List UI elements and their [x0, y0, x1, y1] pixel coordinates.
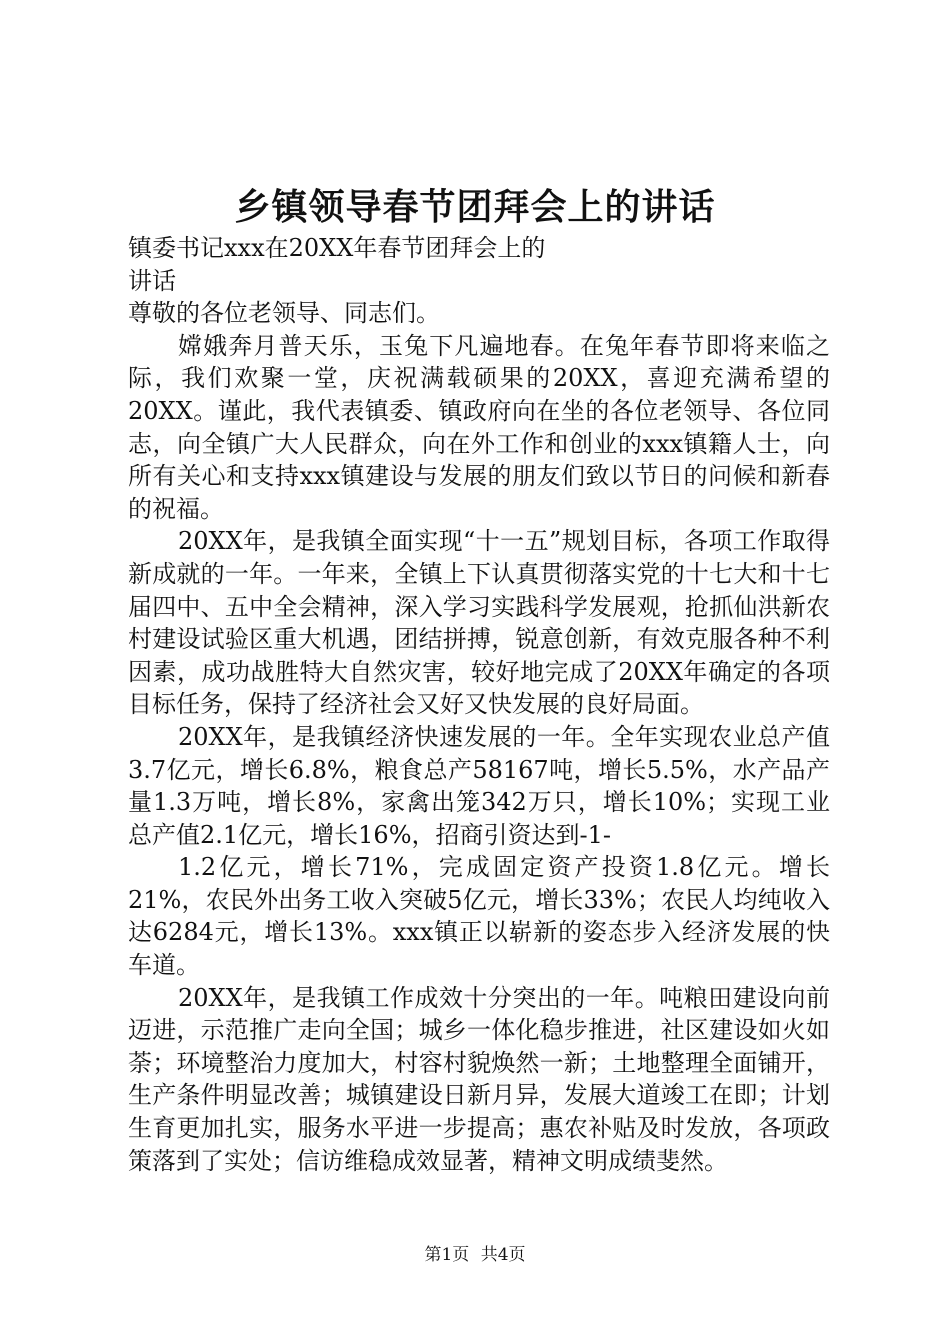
paragraph-achievements: 20XX年，是我镇全面实现“十一五”规划目标，各项工作取得新成就的一年。一年来，全镇上下认真贯彻落实党的十七大和十七届四中、五中全会精神，深入学习实践科学发展观，抢抓仙洪新农村建设试验区重大机遇，团结拼搏，锐意创新，有效克服各种不利因素，成功战胜特大自然灾害，较好地完成了20XX年确定的各项目标任务，保持了经济社会又好又快发展的良好局面。 — [128, 527, 830, 719]
paragraph-greeting: 嫦娥奔月普天乐，玉兔下凡遍地春。在兔年春节即将来临之际，我们欢聚一堂，庆祝满载硕果的20XX，喜迎充满希望的20XX。谨此，我代表镇委、镇政府向在坐的各位老领导、各位同志，向全镇广大人民群众，向在外工作和创业的xxx镇籍人士，向所有关心和支持xxx镇建设与发展的朋友们致以节日的问候和新春的祝福。 — [128, 331, 830, 523]
subtitle-line-1: 镇委书记xxx在20XX年春节团拜会上的 — [128, 234, 546, 262]
page-total: 共4页 — [480, 1245, 526, 1265]
document-title: 乡镇领导春节团拜会上的讲话 — [234, 186, 716, 228]
page-number: 第1页 — [424, 1245, 470, 1265]
paragraph-investment: 1.2亿元，增长71%，完成固定资产投资1.8亿元。增长21%，农民外出务工收入突破5亿元，增长33%；农民人均纯收入达6284元，增长13%。xxx镇正以崭新的姿态步入经济发展的快车道。 — [128, 853, 830, 980]
paragraph-work-results: 20XX年，是我镇工作成效十分突出的一年。吨粮田建设向前迈进，示范推广走向全国；城乡一体化稳步推进，社区建设如火如荼；环境整治力度加大，村容村貌焕然一新；土地整理全面铺开，生产条件明显改善；城镇建设日新月异，发展大道竣工在即；计划生育更加扎实，服务水平进一步提高；惠农补贴及时发放，各项政策落到了实处；信访维稳成效显著，精神文明成绩斐然。 — [128, 983, 830, 1175]
subtitle-line-2: 讲话 — [128, 266, 176, 295]
page-footer — [0, 1243, 950, 1267]
document-body — [128, 232, 830, 1177]
salutation: 尊敬的各位老领导、同志们。 — [128, 299, 440, 328]
paragraph-economy: 20XX年，是我镇经济快速发展的一年。全年实现农业总产值3.7亿元，增长6.8%，粮食总产58167吨，增长5.5%，水产品产量1.3万吨，增长8%，家禽出笼342万只，增长10%；实现工业总产值2.1亿元，增长16%，招商引资达到-1- — [128, 722, 830, 849]
